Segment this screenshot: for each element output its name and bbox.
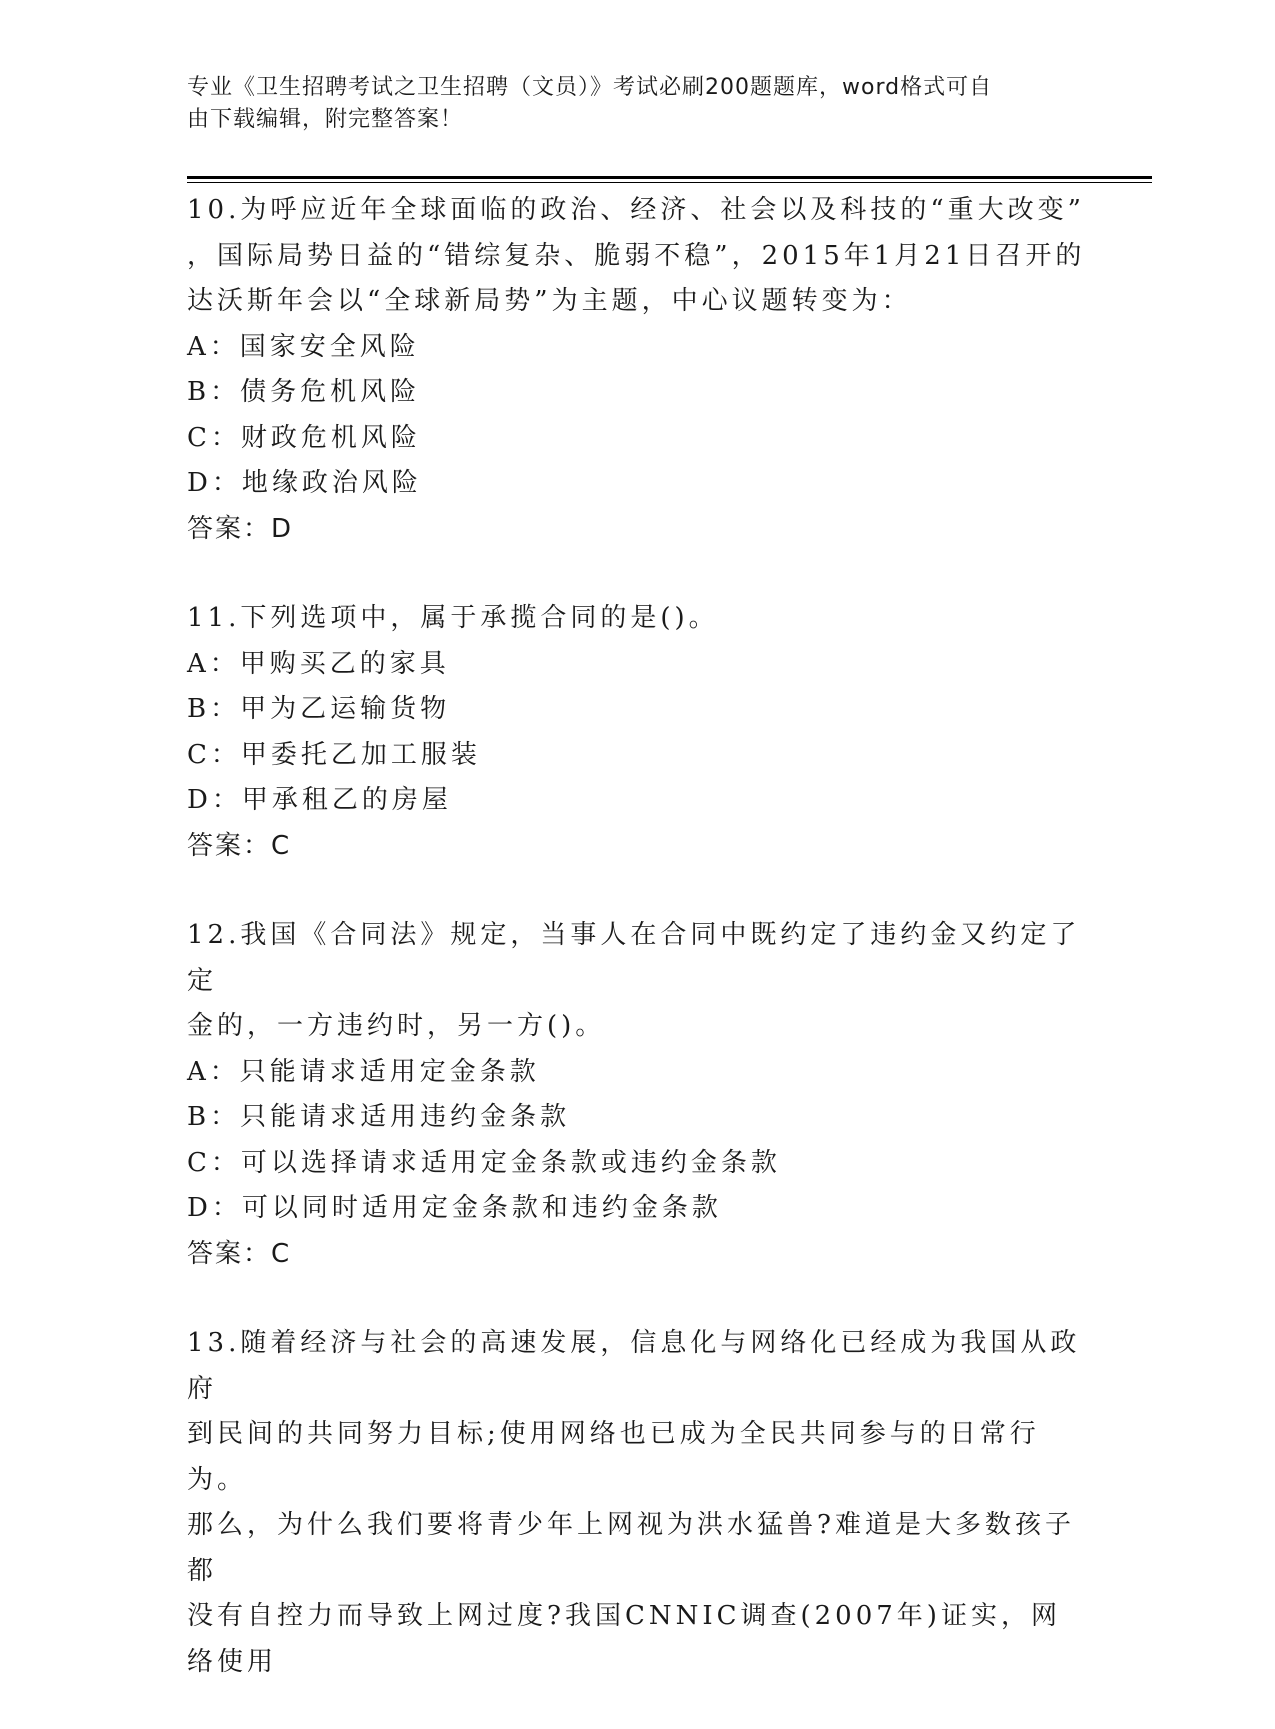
answer: 答案：D [187,513,294,544]
header-line-2: 由下载编辑，附完整答案！ [187,107,464,132]
answer: 答案：C [187,830,292,861]
header-divider-thick [187,176,1152,179]
header-divider-thin [187,182,1152,183]
option-b: B：甲为乙运输货物 [187,694,451,724]
answer: 答案：C [187,1238,292,1269]
question-stem-line: 13.随着经济与社会的高速发展，信息化与网络化已经成为我国从政府 [187,1328,1081,1404]
option-c: C：可以选择请求适用定金条款或违约金条款 [187,1147,781,1178]
option-c: C：甲委托乙加工服装 [187,739,481,770]
question-stem-line: 达沃斯年会以“全球新局势”为主题，中心议题转变为： [187,286,912,316]
question-stem-line: 12.我国《合同法》规定，当事人在合同中既约定了违约金又约定了定 [187,920,1081,996]
option-d: D：甲承租乙的房屋 [187,785,452,815]
question-stem-line: 那么，为什么我们要将青少年上网视为洪水猛兽?难道是大多数孩子都 [187,1510,1075,1586]
option-c: C：财政危机风险 [187,422,421,453]
option-a: A：甲购买乙的家具 [187,648,450,679]
question-stem-line: 金的，一方违约时，另一方()。 [187,1011,606,1041]
question-10 [187,188,1087,552]
question-13 [187,1321,1087,1685]
option-a: A：只能请求适用定金条款 [187,1056,540,1087]
option-b: B：债务危机风险 [187,377,421,407]
question-stem-line: ，国际局势日益的“错综复杂、脆弱不稳”，2015年1月21日召开的 [187,240,1086,271]
question-list [187,188,1087,1729]
question-stem-line: 到民间的共同努力目标;使用网络也已成为全民共同参与的日常行为。 [187,1419,1040,1495]
question-11 [187,596,1087,869]
header-line-1: 专业《卫生招聘考试之卫生招聘（文员）》考试必刷200题题库，word格式可自 [187,75,993,100]
option-d: D：可以同时适用定金条款和违约金条款 [187,1193,722,1223]
question-stem-line: 没有自控力而导致上网过度?我国CNNIC调查(2007年)证实，网络使用 [187,1601,1061,1677]
option-b: B：只能请求适用违约金条款 [187,1102,571,1132]
document-header [187,72,1067,136]
question-stem-line: 11.下列选项中，属于承揽合同的是()。 [187,603,719,633]
question-12 [187,913,1087,1277]
option-d: D：地缘政治风险 [187,468,422,498]
option-a: A：国家安全风险 [187,331,420,362]
question-stem-line: 10.为呼应近年全球面临的政治、经济、社会以及科技的“重大改变” [187,195,1085,225]
